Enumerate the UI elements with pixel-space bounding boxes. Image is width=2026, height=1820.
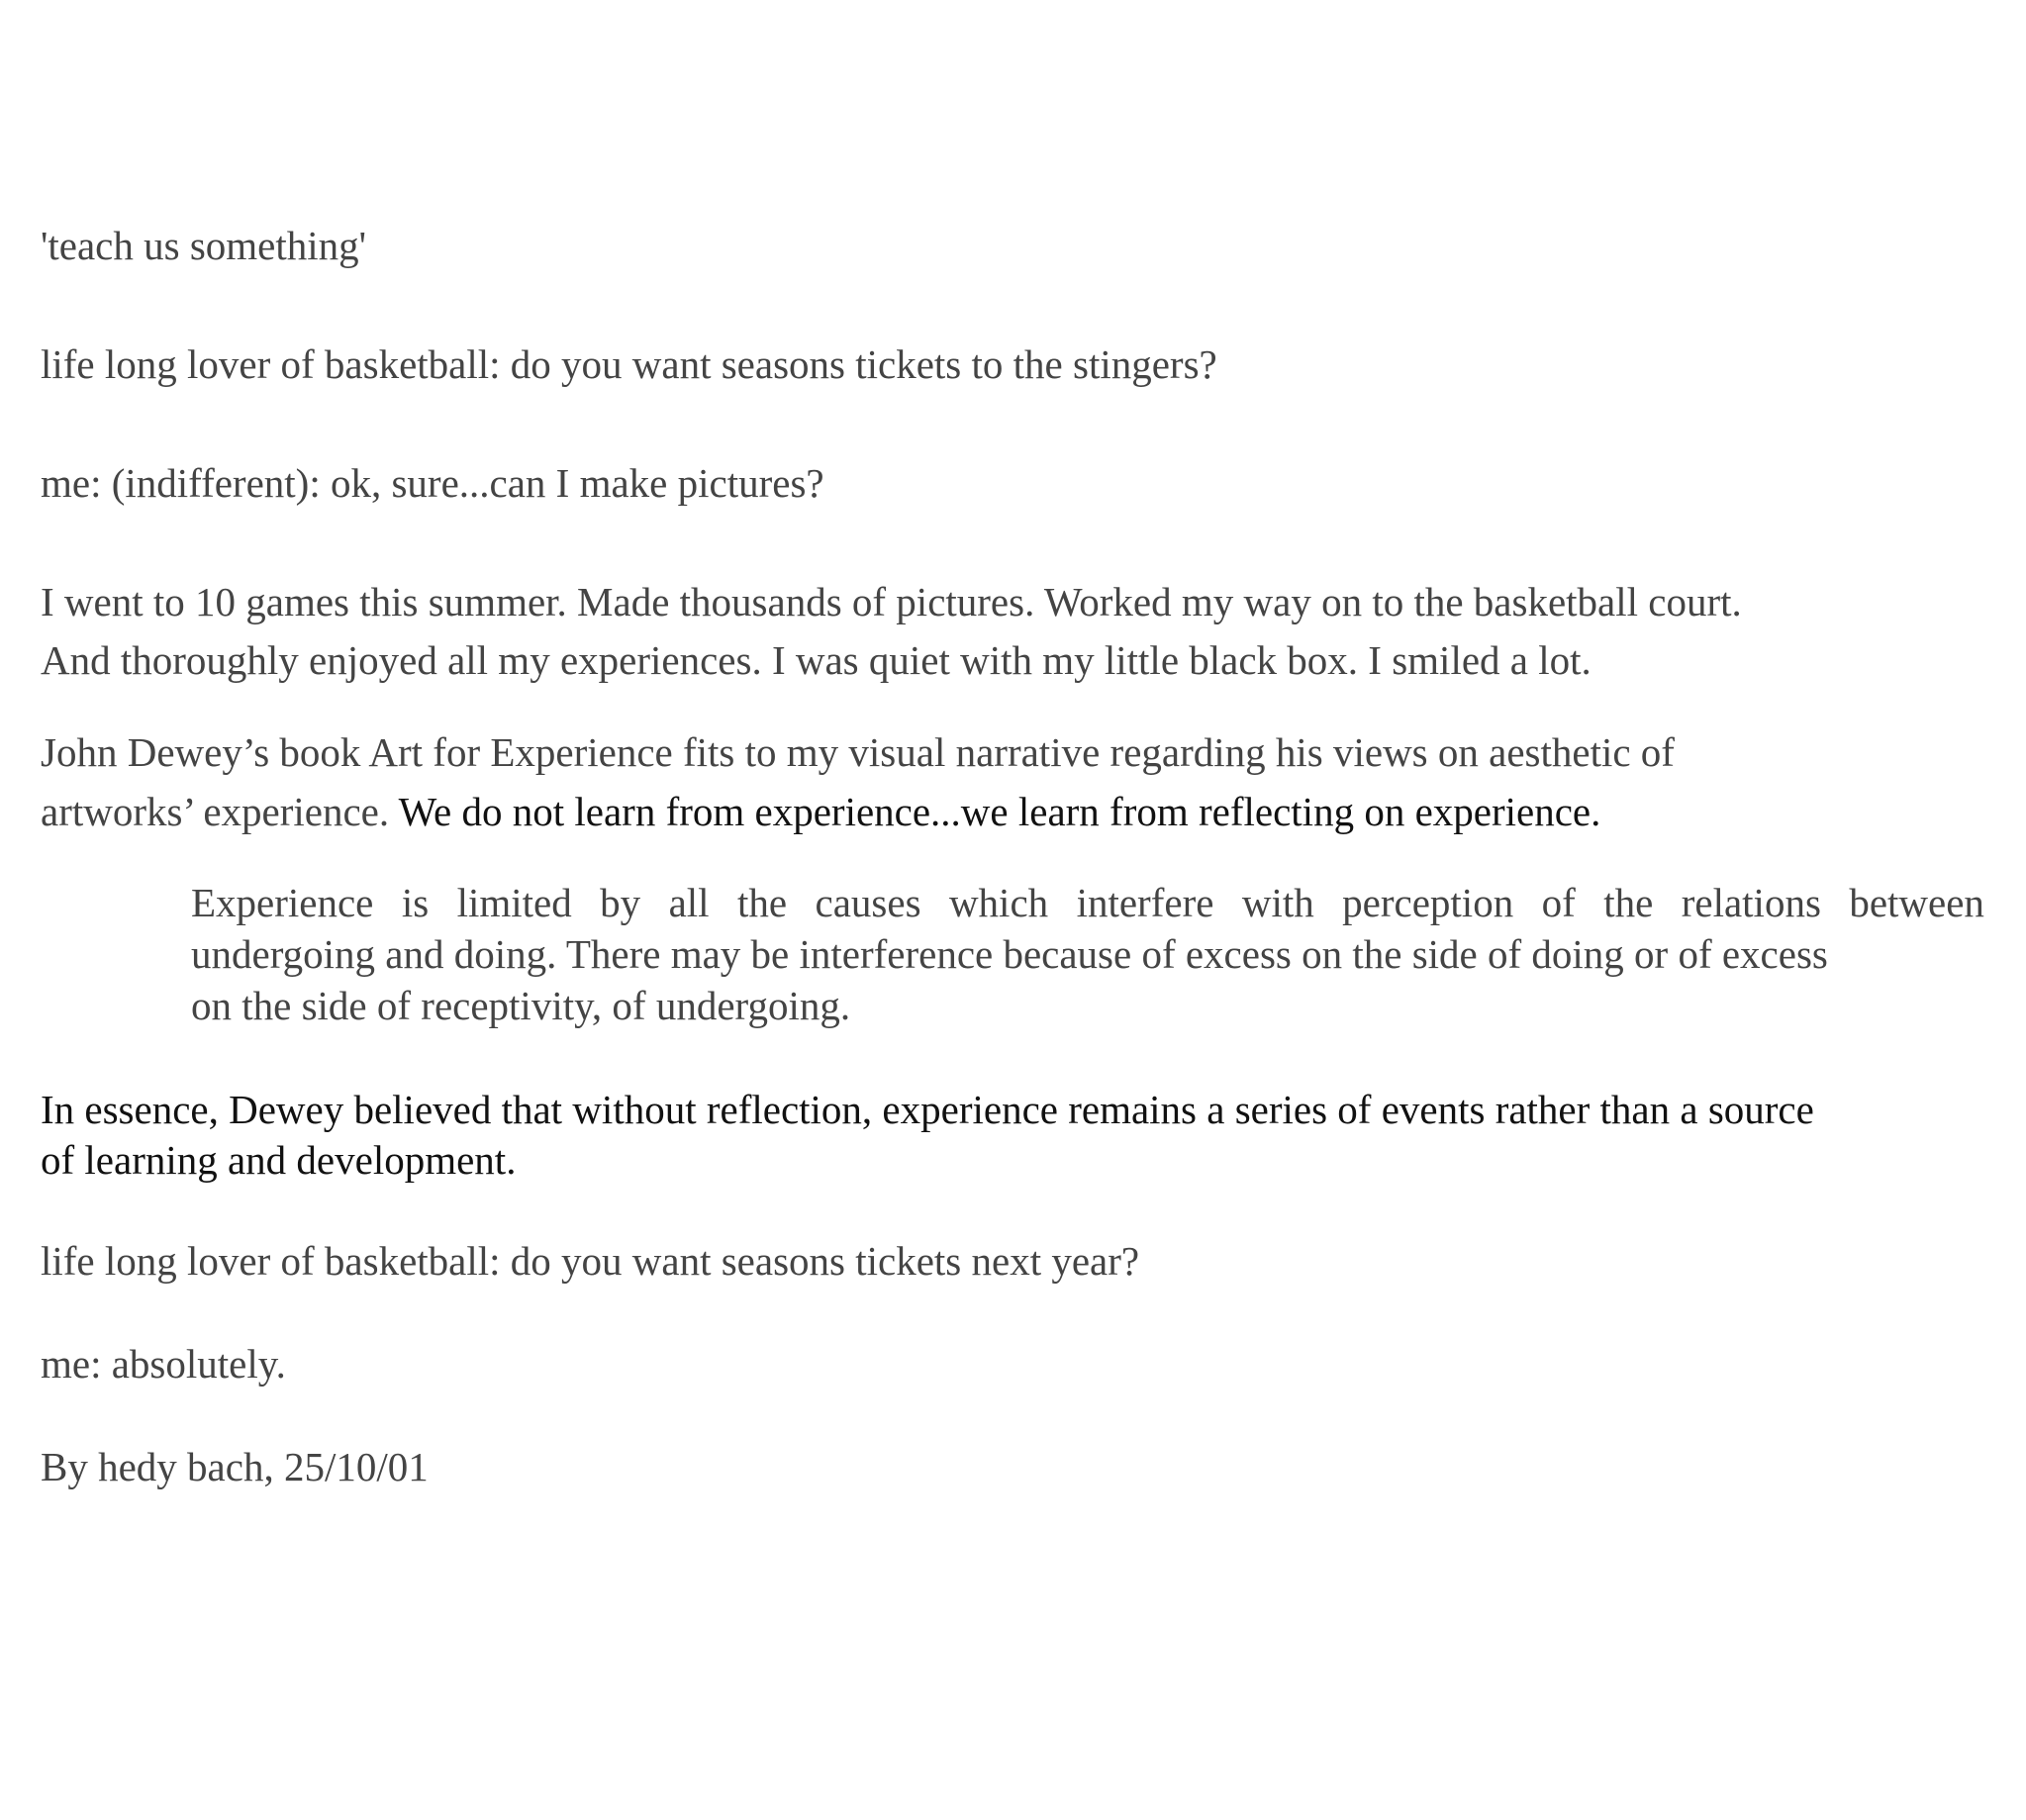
block-quote-line-3: on the side of receptivity, of undergoing.: [191, 983, 851, 1028]
dialogue-me-reply-1: me: (indifferent): ok, sure...can I make pictures?: [41, 460, 824, 506]
essence-paragraph-line-2: of learning and development.: [41, 1137, 517, 1183]
dewey-paragraph-line-2-start: artworks’ experience.: [41, 789, 399, 834]
dialogue-basketball-question-1: life long lover of basketball: do you want seasons tickets to the stingers?: [41, 341, 1217, 387]
dialogue-me-reply-2: me: absolutely.: [41, 1341, 286, 1387]
byline: By hedy bach, 25/10/01: [41, 1444, 429, 1489]
block-quote-word: all: [668, 880, 710, 925]
block-quote-word: relations: [1681, 880, 1821, 925]
block-quote-word: is: [401, 880, 430, 925]
block-quote-word: which: [948, 880, 1049, 925]
block-quote-line-1: [191, 877, 1984, 928]
block-quote-line-2: undergoing and doing. There may be interference because of excess on the side of doing or of excess: [191, 931, 1828, 977]
block-quote-word: of: [1541, 880, 1576, 925]
block-quote-word: Experience: [191, 880, 374, 925]
block-quote-word: the: [1603, 880, 1654, 925]
block-quote-word: the: [737, 880, 788, 925]
opening-quote-line: 'teach us something': [41, 223, 367, 268]
block-quote-word: interfere: [1076, 880, 1214, 925]
block-quote-word: perception: [1342, 880, 1514, 925]
block-quote: [191, 877, 1984, 1031]
block-quote-word: with: [1241, 880, 1314, 925]
dewey-paragraph-line-1: John Dewey’s book Art for Experience fits to my visual narrative regarding his views on aesthetic of: [41, 729, 1675, 775]
narrative-paragraph-line-1: I went to 10 games this summer. Made thousands of pictures. Worked my way on to the basketball court.: [41, 579, 1742, 624]
block-quote-word: between: [1849, 880, 1984, 925]
dialogue-basketball-question-2: life long lover of basketball: do you want seasons tickets next year?: [41, 1238, 1140, 1284]
block-quote-word: causes: [815, 880, 921, 925]
essence-paragraph-line-1: In essence, Dewey believed that without reflection, experience remains a series of events rather than a source: [41, 1087, 1814, 1132]
block-quote-word: limited: [456, 880, 572, 925]
dewey-paragraph-line-2: [41, 782, 1600, 841]
reflection-emphasis: We do not learn from experience...we learn from reflecting on experience.: [398, 789, 1601, 834]
block-quote-word: by: [600, 880, 641, 925]
narrative-paragraph-line-2: And thoroughly enjoyed all my experiences. I was quiet with my little black box. I smiled a lot.: [41, 637, 1592, 683]
